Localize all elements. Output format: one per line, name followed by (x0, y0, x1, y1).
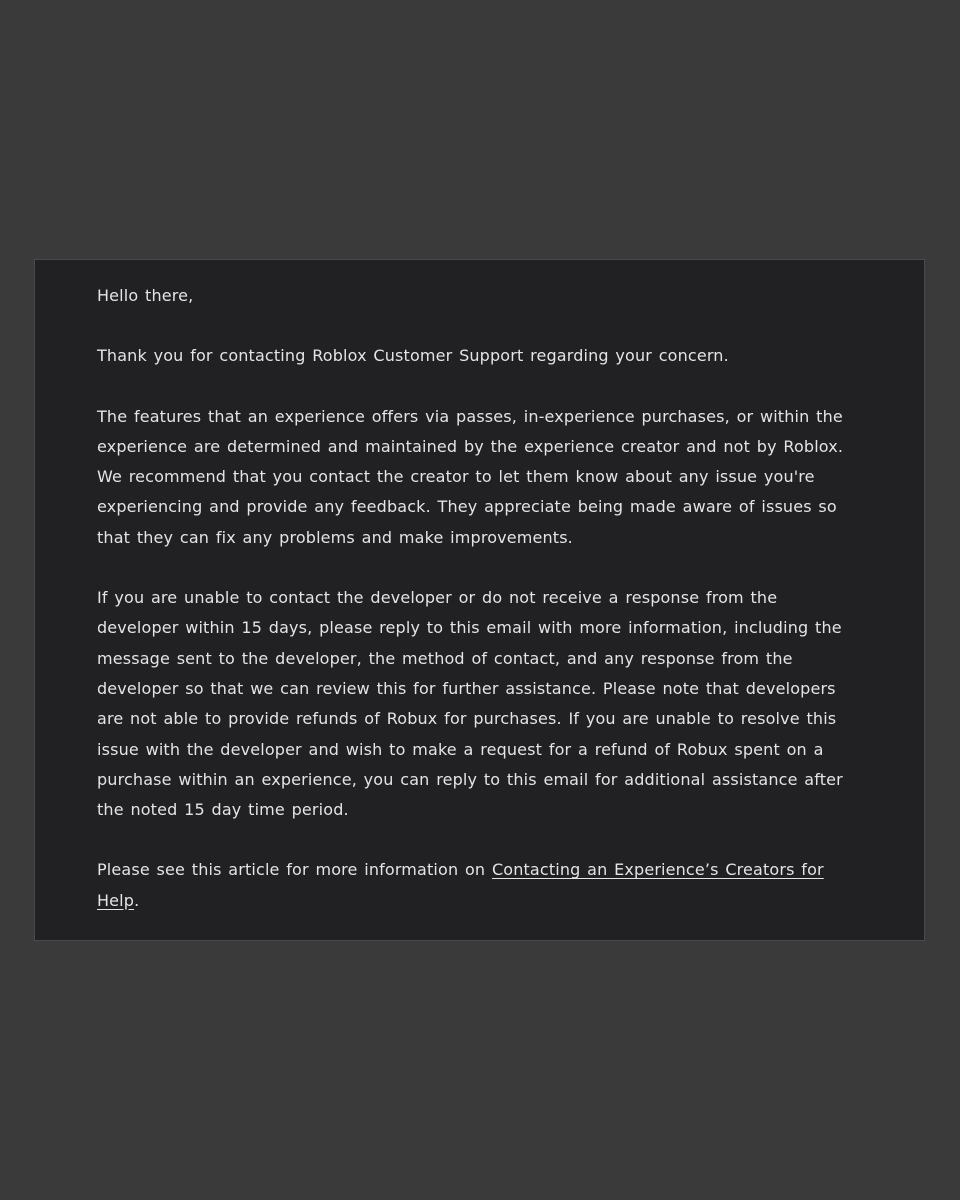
article-prefix: Please see this article for more information on (97, 860, 492, 880)
thanks-paragraph: Thank you for contacting Roblox Customer Support regarding your concern. (97, 346, 729, 366)
contact-developer-paragraph: If you are unable to contact the developer or do not receive a response from the developer within 15 days, please reply to this email with more information, including the message sent to the developer, the method of contact, and any response from the developer so that we can review this for further assistance. Please note that developers are not able to provide refunds of Robux for purchases. If you are unable to resolve this issue with the developer and wish to make a request for a refund of Robux spent on a purchase within an experience, you can reply to this email for additional assistance after the noted 15 day time period. (97, 588, 843, 820)
email-body (34, 259, 925, 941)
article-paragraph (97, 855, 862, 916)
article-suffix: . (134, 890, 140, 910)
contacting-creators-link[interactable]: Contacting an Experience’s Creators for Help (97, 860, 824, 910)
features-paragraph: The features that an experience offers via passes, in-experience purchases, or within the experience are determined and maintained by the experience creator and not by Roblox. We recommend that you contact the creator to let them know about any issue you're experiencing and provide any feedback. They appreciate being made aware of issues so that they can fix any problems and make improvements. (97, 406, 844, 547)
greeting: Hello there, (97, 286, 194, 305)
